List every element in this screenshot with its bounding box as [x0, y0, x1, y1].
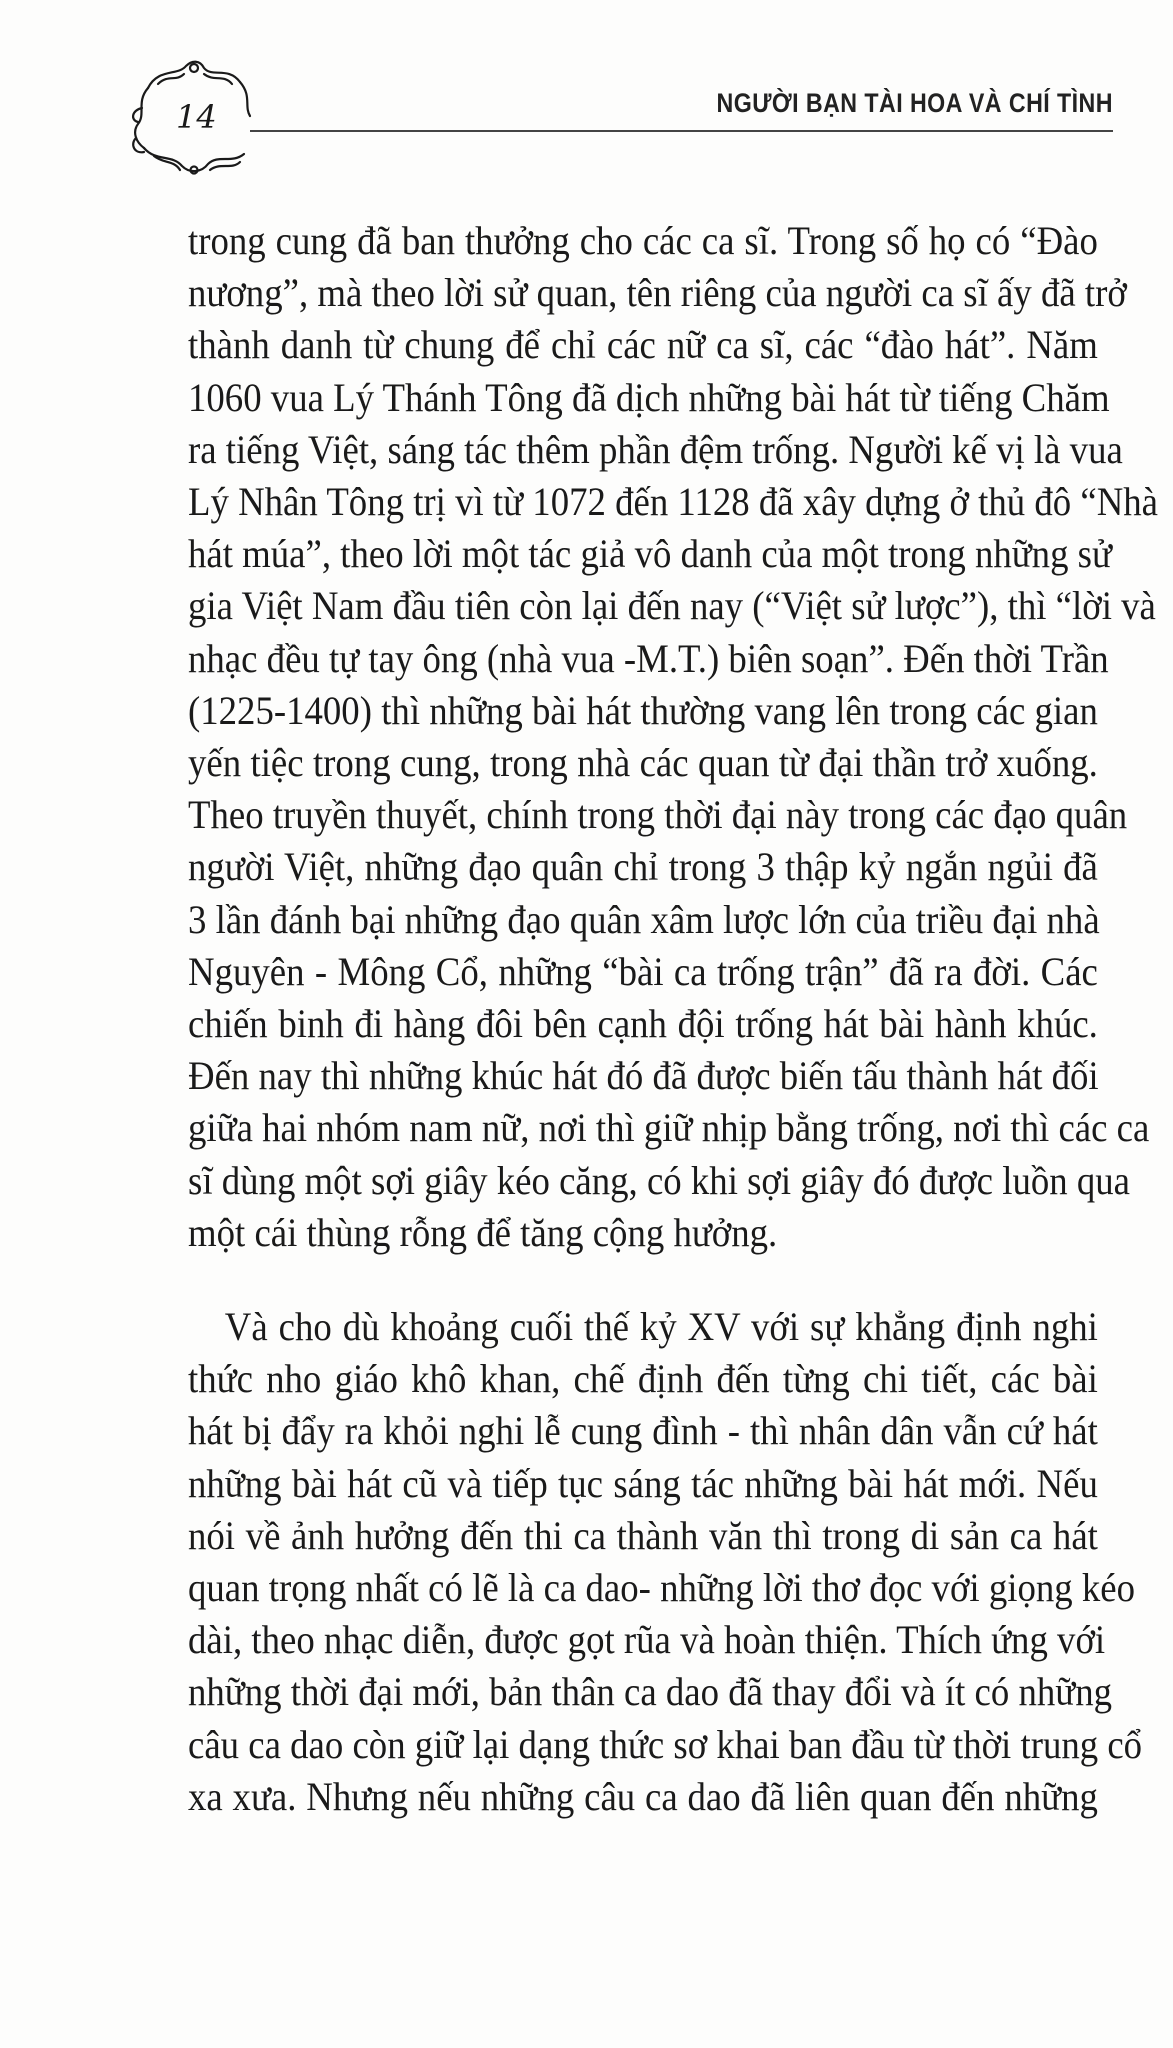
text-line: chiến binh đi hàng đôi bên cạnh đội trống hát bài hành khúc. — [188, 1001, 1098, 1047]
text-line: quan trọng nhất có lẽ là ca dao- những lời thơ đọc với giọng kéo — [188, 1565, 1135, 1611]
running-title: NGƯỜI BẠN TÀI HOA VÀ CHÍ TÌNH — [716, 88, 1113, 118]
text-line: trong cung đã ban thưởng cho các ca sĩ. Trong số họ có “Đào — [188, 218, 1098, 263]
text-line: Nguyên - Mông Cổ, những “bài ca trống trận” đã ra đời. Các — [188, 948, 1098, 994]
text-line: một cái thùng rỗng để tăng cộng hưởng. — [188, 1209, 778, 1255]
body-text — [188, 215, 1159, 1823]
text-line: Lý Nhân Tông trị vì từ 1072 đến 1128 đã xây dựng ở thủ đô “Nhà — [188, 479, 1159, 525]
text-line: Đến nay thì những khúc hát đó đã được biến tấu thành hát đối — [188, 1053, 1099, 1099]
paragraph-2 — [188, 1301, 1143, 1823]
text-line: 1060 vua Lý Thánh Tông đã dịch những bài hát từ tiếng Chăm — [188, 374, 1110, 420]
text-line: yến tiệc trong cung, trong nhà các quan từ đại thần trở xuống. — [188, 740, 1098, 786]
header-rule — [250, 130, 1113, 132]
text-line: Theo truyền thuyết, chính trong thời đại này trong các đạo quân — [188, 792, 1128, 838]
text-line: Và cho dù khoảng cuối thế kỷ XV với sự khẳng định nghi — [224, 1304, 1098, 1350]
text-line: gia Việt Nam đầu tiên còn lại đến nay (“Việt sử lược”), thì “lời và — [188, 583, 1156, 629]
page-number: 14 — [176, 98, 217, 136]
text-line: sĩ dùng một sợi giây kéo căng, có khi sợi giây đó được luồn qua — [188, 1157, 1130, 1203]
text-line: nương”, mà theo lời sử quan, tên riêng của người ca sĩ ấy đã trở — [188, 270, 1127, 316]
text-line: dài, theo nhạc diễn, được gọt rũa và hoàn thiện. Thích ứng với — [188, 1617, 1106, 1663]
text-line: thức nho giáo khô khan, chế định đến từng chi tiết, các bài — [188, 1356, 1098, 1402]
text-line: nói về ảnh hưởng đến thi ca thành văn thì trong di sản ca hát — [188, 1512, 1098, 1558]
text-line: 3 lần đánh bại những đạo quân xâm lược lớn của triều đại nhà — [188, 896, 1100, 942]
text-line: hát bị đẩy ra khỏi nghi lễ cung đình - thì nhân dân vẫn cứ hát — [188, 1408, 1098, 1454]
paragraph-gap — [188, 1259, 1098, 1301]
text-line: câu ca dao còn giữ lại dạng thức sơ khai ban đầu từ thời trung cổ — [188, 1721, 1143, 1767]
text-line: giữa hai nhóm nam nữ, nơi thì giữ nhịp bằng trống, nơi thì các ca — [188, 1105, 1150, 1151]
paragraph-1 — [188, 215, 1159, 1259]
text-line: (1225-1400) thì những bài hát thường vang lên trong các gian — [188, 687, 1098, 733]
text-line: những thời đại mới, bản thân ca dao đã thay đổi và ít có những — [188, 1669, 1112, 1715]
text-line: hát múa”, theo lời một tác giả vô danh của một trong những sử — [188, 531, 1112, 577]
text-line: những bài hát cũ và tiếp tục sáng tác những bài hát mới. Nếu — [188, 1460, 1098, 1506]
text-line: thành danh từ chung để chỉ các nữ ca sĩ, các “đào hát”. Năm — [188, 322, 1098, 368]
text-line: người Việt, những đạo quân chỉ trong 3 thập kỷ ngắn ngủi đã — [188, 844, 1098, 890]
text-line: xa xưa. Nhưng nếu những câu ca dao đã liên quan đến những — [188, 1773, 1098, 1819]
text-line: nhạc đều tự tay ông (nhà vua -M.T.) biên soạn”. Đến thời Trần — [188, 635, 1109, 681]
text-line: ra tiếng Việt, sáng tác thêm phần đệm trống. Người kế vị là vua — [188, 426, 1123, 472]
page-header — [128, 58, 1113, 178]
